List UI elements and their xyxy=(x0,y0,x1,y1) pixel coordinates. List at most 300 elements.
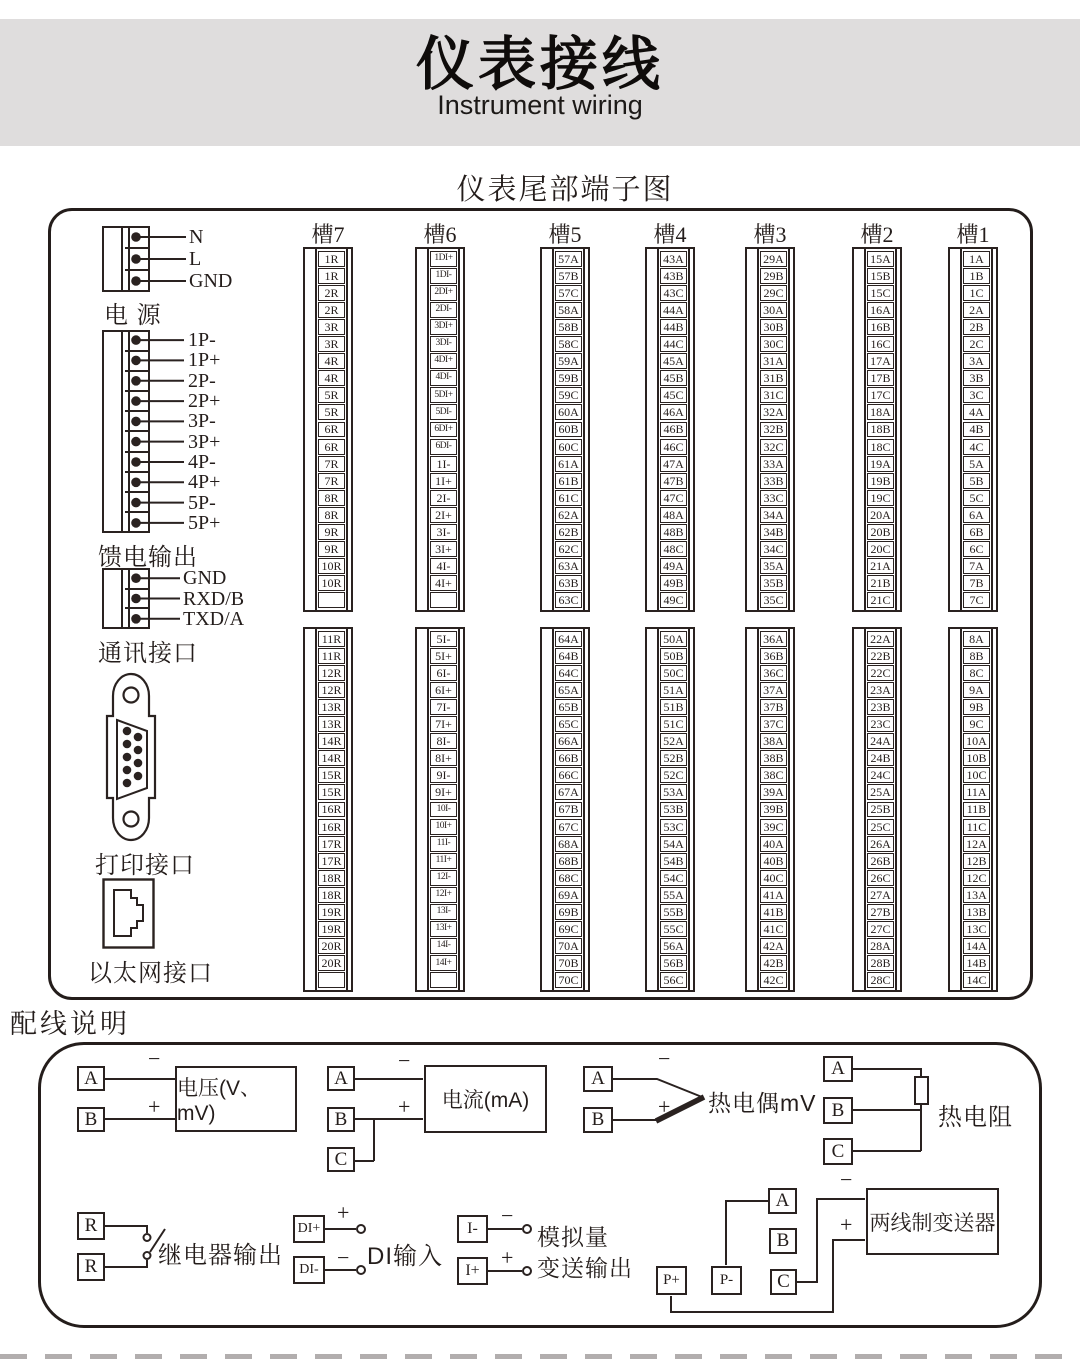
terminal-cell: 20B xyxy=(867,524,894,540)
terminal-block xyxy=(852,247,902,612)
terminal-block xyxy=(415,247,465,612)
terminal-cell: 32A xyxy=(760,404,787,420)
terminal-block xyxy=(645,627,695,992)
connector-cell xyxy=(125,590,148,610)
terminal-cell: 47A xyxy=(660,456,687,472)
terminal-cell: 53B xyxy=(660,802,687,818)
terminal-cells xyxy=(429,249,458,610)
terminal-cell: 26B xyxy=(867,853,894,869)
terminal-cell: 56A xyxy=(660,938,687,954)
terminal-cell: 66A xyxy=(555,733,582,749)
terminal-cell: 43A xyxy=(660,251,687,267)
terminal-cell: 2R xyxy=(318,285,345,301)
terminal-cell: 22C xyxy=(867,665,894,681)
terminal-cell: 5R xyxy=(318,404,345,420)
terminal-cell: 1DI+ xyxy=(430,251,457,267)
slot-label: 槽2 xyxy=(860,222,894,247)
power-connector xyxy=(102,226,150,292)
terminal-cell: 68A xyxy=(555,836,582,852)
terminal-cell: 12I+ xyxy=(430,887,457,903)
terminal-cell xyxy=(318,592,345,608)
terminal-cell: 20R xyxy=(318,938,345,954)
terminal-cell: 18C xyxy=(867,439,894,455)
terminal-p-minus: P- xyxy=(711,1266,742,1295)
terminal-p-plus: P+ xyxy=(656,1266,687,1295)
terminal-cell: 1DI- xyxy=(430,268,457,284)
terminal-cells xyxy=(659,629,688,990)
terminal-cell: 62C xyxy=(555,541,582,557)
terminal-cell: 1R xyxy=(318,251,345,267)
plus-sign: + xyxy=(148,1094,161,1119)
terminal-cell: 18A xyxy=(867,404,894,420)
terminal-cell: 66B xyxy=(555,750,582,766)
terminal-a: A xyxy=(823,1056,853,1082)
terminal-cell: 7R xyxy=(318,456,345,472)
terminal-block xyxy=(645,247,695,612)
terminal-cell: 2DI- xyxy=(430,302,457,318)
terminal-cell: 37A xyxy=(760,682,787,698)
connector-cell xyxy=(125,352,148,372)
terminal-cell: 4A xyxy=(963,404,990,420)
terminal-block-rail xyxy=(305,249,317,610)
terminal-cell: 10R xyxy=(318,558,345,574)
terminal-cell: 21B xyxy=(867,575,894,591)
terminal-cell: 34C xyxy=(760,541,787,557)
terminal-block-rail-right xyxy=(788,629,793,990)
slot-label: 槽1 xyxy=(956,222,990,247)
terminal-cell: 31C xyxy=(760,387,787,403)
terminal-block xyxy=(745,247,795,612)
terminal-cell: 68B xyxy=(555,853,582,869)
terminal-cell: 59A xyxy=(555,353,582,369)
terminal-diagram-title: 仪表尾部端子图 xyxy=(456,174,674,206)
pin-label: 3P- xyxy=(188,410,216,433)
terminal-cell: 2A xyxy=(963,302,990,318)
terminal-cell: 1B xyxy=(963,268,990,284)
terminal-cell: 54B xyxy=(660,853,687,869)
connector-cell xyxy=(125,228,148,249)
terminal-block-rail-right xyxy=(688,629,693,990)
terminal-cell: 51B xyxy=(660,699,687,715)
connector-cell xyxy=(125,453,148,473)
db9-printer-connector-icon xyxy=(100,668,164,844)
terminal-cell: 11B xyxy=(963,802,990,818)
terminal-cell: 50B xyxy=(660,648,687,664)
terminal-cell: 22A xyxy=(867,631,894,647)
terminal-b: B xyxy=(583,1107,613,1133)
terminal-cell: 16B xyxy=(867,319,894,335)
terminal-cell: 42B xyxy=(760,955,787,971)
terminal-cell: 3A xyxy=(963,353,990,369)
terminal-cell: 42C xyxy=(760,972,787,988)
terminal-cell: 23A xyxy=(867,682,894,698)
terminal-block-rail-right xyxy=(458,629,463,990)
minus-sign: − xyxy=(398,1048,411,1073)
terminal-cell: 8C xyxy=(963,665,990,681)
di-input-label: DI输入 xyxy=(367,1243,443,1270)
terminal-cell: 17B xyxy=(867,370,894,386)
terminal-b: B xyxy=(823,1097,853,1124)
terminal-b: B xyxy=(77,1107,105,1132)
terminal-a: A xyxy=(583,1066,613,1092)
pin-label: 5P- xyxy=(188,491,216,514)
terminal-cell: 48A xyxy=(660,507,687,523)
terminal-cell: 9R xyxy=(318,524,345,540)
terminal-cell: 2R xyxy=(318,302,345,318)
terminal-b: B xyxy=(769,1228,797,1254)
terminal-r1: R xyxy=(77,1212,105,1240)
terminal-block xyxy=(415,627,465,992)
terminal-cell: 47C xyxy=(660,490,687,506)
terminal-cell: 8A xyxy=(963,631,990,647)
terminal-cell: 2C xyxy=(963,336,990,352)
terminal-block-rail xyxy=(647,629,659,990)
pin-label: L xyxy=(189,248,202,270)
terminal-block xyxy=(303,627,353,992)
terminal-cell: 12R xyxy=(318,665,345,681)
terminal-cell: 7B xyxy=(963,575,990,591)
terminal-cell: 39B xyxy=(760,802,787,818)
terminal-cell: 65A xyxy=(555,682,582,698)
terminal-block-rail-right xyxy=(991,249,996,610)
analog-output-label-2: 变送输出 xyxy=(537,1255,633,1281)
terminal-cell: 24C xyxy=(867,767,894,783)
wiring-notes-title: 配线说明 xyxy=(10,1009,130,1039)
pin-label: GND xyxy=(183,567,227,590)
terminal-cell: 43B xyxy=(660,268,687,284)
terminal-cell: 56B xyxy=(660,955,687,971)
connector-cell xyxy=(125,332,148,352)
pin-label: 2P- xyxy=(188,369,216,392)
terminal-cell: 61B xyxy=(555,473,582,489)
terminal-cell: 5A xyxy=(963,456,990,472)
thermocouple-label: 热电偶mV xyxy=(708,1090,817,1116)
terminal-cell: 13B xyxy=(963,904,990,920)
plus-sign: + xyxy=(501,1245,514,1270)
terminal-cell: 64C xyxy=(555,665,582,681)
terminal-cell: 16C xyxy=(867,336,894,352)
terminal-cell xyxy=(430,592,457,608)
terminal-block-rail xyxy=(854,249,866,610)
pin-label: RXD/B xyxy=(183,587,245,610)
terminal-cell: 70C xyxy=(555,972,582,988)
terminal-cell: 54C xyxy=(660,870,687,886)
terminal-block-rail xyxy=(747,629,759,990)
terminal-cell: 28A xyxy=(867,938,894,954)
terminal-cell: 64A xyxy=(555,631,582,647)
terminal-cell: 4I+ xyxy=(430,575,457,591)
terminal-cell: 23C xyxy=(867,716,894,732)
terminal-cell: 1I+ xyxy=(430,473,457,489)
terminal-cell: 37B xyxy=(760,699,787,715)
terminal-cell: 61A xyxy=(555,456,582,472)
terminal-block-rail-right xyxy=(346,629,351,990)
terminal-cell: 3B xyxy=(963,370,990,386)
terminal-cell: 49B xyxy=(660,575,687,591)
plus-sign: + xyxy=(658,1094,671,1119)
terminal-cell: 31A xyxy=(760,353,787,369)
terminal-cell: 1R xyxy=(318,268,345,284)
terminal-cell: 19B xyxy=(867,473,894,489)
terminal-cell: 13R xyxy=(318,716,345,732)
terminal-cell: 49A xyxy=(660,558,687,574)
terminal-cell: 51A xyxy=(660,682,687,698)
terminal-cell: 37C xyxy=(760,716,787,732)
slot-label: 槽6 xyxy=(423,222,457,247)
page-title: 仪表接线 xyxy=(415,32,664,97)
terminal-block xyxy=(948,627,998,992)
terminal-cell: 44B xyxy=(660,319,687,335)
terminal-cell: 7I+ xyxy=(430,716,457,732)
terminal-cell: 38A xyxy=(760,733,787,749)
page-divider-dashed-line xyxy=(0,1354,1080,1359)
terminal-cell: 8I+ xyxy=(430,750,457,766)
connector-cell xyxy=(125,570,148,590)
terminal-cell: 35B xyxy=(760,575,787,591)
terminal-block-rail-right xyxy=(895,629,900,990)
terminal-cell: 60B xyxy=(555,422,582,438)
terminal-cell: 20R xyxy=(318,955,345,971)
terminal-cell: 52B xyxy=(660,750,687,766)
terminal-cell: 9I+ xyxy=(430,784,457,800)
terminal-block-rail-right xyxy=(895,249,900,610)
terminal-block xyxy=(303,247,353,612)
terminal-cell: 56C xyxy=(660,972,687,988)
terminal-cells xyxy=(317,629,346,990)
terminal-cell: 15R xyxy=(318,784,345,800)
terminal-cell: 10A xyxy=(963,733,990,749)
terminal-cell: 59C xyxy=(555,387,582,403)
terminal-cell: 26C xyxy=(867,870,894,886)
terminal-cell xyxy=(318,972,345,988)
terminal-cell: 6I+ xyxy=(430,682,457,698)
terminal-cell: 6R xyxy=(318,439,345,455)
terminal-cell: 33B xyxy=(760,473,787,489)
feed-connector xyxy=(102,330,150,533)
terminal-block-rail-right xyxy=(346,249,351,610)
connector-cell xyxy=(125,392,148,412)
terminal-cell: 69A xyxy=(555,887,582,903)
pin-label: 1P- xyxy=(188,329,216,352)
terminal-cell: 10C xyxy=(963,767,990,783)
terminal-cell: 14B xyxy=(963,955,990,971)
terminal-cells xyxy=(759,629,788,990)
terminal-cell: 30C xyxy=(760,336,787,352)
terminal-cell: 65C xyxy=(555,716,582,732)
terminal-cell: 15A xyxy=(867,251,894,267)
terminal-cell: 14R xyxy=(318,733,345,749)
rtd-label: 热电阻 xyxy=(938,1104,1013,1131)
terminal-a: A xyxy=(768,1188,797,1214)
terminal-block-rail-right xyxy=(458,249,463,610)
terminal-cell: 33A xyxy=(760,456,787,472)
terminal-cell: 45B xyxy=(660,370,687,386)
terminal-cell: 11A xyxy=(963,784,990,800)
terminal-cell: 26A xyxy=(867,836,894,852)
connector-cell xyxy=(125,493,148,513)
terminal-cell: 40C xyxy=(760,870,787,886)
terminal-cell: 36B xyxy=(760,648,787,664)
terminal-cell: 40A xyxy=(760,836,787,852)
terminal-cell: 21C xyxy=(867,592,894,608)
terminal-cell: 17R xyxy=(318,836,345,852)
terminal-cell: 13R xyxy=(318,699,345,715)
terminal-cell: 9I- xyxy=(430,767,457,783)
terminal-cell: 23B xyxy=(867,699,894,715)
terminal-cell: 30B xyxy=(760,319,787,335)
pin-label: N xyxy=(189,226,204,248)
terminal-cell: 16R xyxy=(318,819,345,835)
terminal-cell: 25A xyxy=(867,784,894,800)
ethernet-port-caption: 以太网接口 xyxy=(88,960,213,987)
pin-label: 3P+ xyxy=(188,430,221,453)
terminal-cell: 6C xyxy=(963,541,990,557)
terminal-cell: 11R xyxy=(318,631,345,647)
terminal-cell: 5B xyxy=(963,473,990,489)
terminal-cell: 66C xyxy=(555,767,582,783)
terminal-cell: 29A xyxy=(760,251,787,267)
connector-cell xyxy=(125,271,148,290)
terminal-cell: 54A xyxy=(660,836,687,852)
terminal-cell: 10I+ xyxy=(430,819,457,835)
terminal-cell: 10B xyxy=(963,750,990,766)
terminal-c: C xyxy=(327,1147,355,1172)
terminal-cell: 28C xyxy=(867,972,894,988)
terminal-cell: 45A xyxy=(660,353,687,369)
terminal-cell: 4B xyxy=(963,422,990,438)
terminal-cell: 38C xyxy=(760,767,787,783)
terminal-cell: 22B xyxy=(867,648,894,664)
terminal-cells xyxy=(317,249,346,610)
terminal-cell: 42A xyxy=(760,938,787,954)
terminal-a: A xyxy=(77,1066,105,1091)
slot-label: 槽4 xyxy=(653,222,687,247)
relay-output-label: 继电器输出 xyxy=(158,1242,283,1269)
terminal-cells xyxy=(962,629,991,990)
terminal-cell: 39A xyxy=(760,784,787,800)
terminal-cell: 12I- xyxy=(430,870,457,886)
terminal-cell: 31B xyxy=(760,370,787,386)
feed-caption: 馈电输出 xyxy=(98,544,198,571)
pin-label: 4P- xyxy=(188,450,216,473)
terminal-cell: 2DI+ xyxy=(430,285,457,301)
terminal-cells xyxy=(866,249,895,610)
terminal-cell: 3DI+ xyxy=(430,319,457,335)
terminal-cell: 4I- xyxy=(430,558,457,574)
terminal-cell: 4DI- xyxy=(430,370,457,386)
terminal-cell: 25B xyxy=(867,802,894,818)
terminal-cell: 14I- xyxy=(430,938,457,954)
terminal-block-rail xyxy=(417,249,429,610)
terminal-a: A xyxy=(327,1066,355,1091)
terminal-cell: 63A xyxy=(555,558,582,574)
terminal-cell: 60C xyxy=(555,439,582,455)
plus-sign: + xyxy=(840,1212,853,1237)
terminal-cell: 64B xyxy=(555,648,582,664)
terminal-cell: 7A xyxy=(963,558,990,574)
terminal-cell: 20A xyxy=(867,507,894,523)
terminal-cell: 46A xyxy=(660,404,687,420)
terminal-cell: 70B xyxy=(555,955,582,971)
terminal-cell: 34B xyxy=(760,524,787,540)
terminal-cell: 27A xyxy=(867,887,894,903)
terminal-cell: 6R xyxy=(318,422,345,438)
terminal-cell: 9A xyxy=(963,682,990,698)
terminal-block-rail xyxy=(747,249,759,610)
terminal-cell: 59B xyxy=(555,370,582,386)
terminal-block xyxy=(540,247,590,612)
terminal-cell: 2I- xyxy=(430,490,457,506)
terminal-block-rail xyxy=(647,249,659,610)
terminal-cells xyxy=(554,629,583,990)
terminal-cell: 55A xyxy=(660,887,687,903)
pin-label: 5P+ xyxy=(188,511,221,534)
terminal-cell: 65B xyxy=(555,699,582,715)
terminal-cell: 46C xyxy=(660,439,687,455)
terminal-cell: 41B xyxy=(760,904,787,920)
terminal-cell: 53C xyxy=(660,819,687,835)
terminal-cell: 14R xyxy=(318,750,345,766)
terminal-cell: 52C xyxy=(660,767,687,783)
terminal-di-plus: DI+ xyxy=(293,1215,325,1243)
terminal-cell: 17C xyxy=(867,387,894,403)
terminal-cell: 7R xyxy=(318,473,345,489)
terminal-block-rail xyxy=(305,629,317,990)
terminal-cell: 10R xyxy=(318,575,345,591)
terminal-cell: 67B xyxy=(555,802,582,818)
plus-sign: + xyxy=(398,1094,411,1119)
terminal-cell: 57B xyxy=(555,268,582,284)
printer-port-caption: 打印接口 xyxy=(95,852,195,879)
terminal-cell: 11C xyxy=(963,819,990,835)
terminal-cell: 4R xyxy=(318,353,345,369)
terminal-cell: 8I- xyxy=(430,733,457,749)
terminal-cell: 62A xyxy=(555,507,582,523)
terminal-cell: 36A xyxy=(760,631,787,647)
terminal-block-rail xyxy=(417,629,429,990)
comm-connector xyxy=(102,568,150,629)
terminal-cell: 39C xyxy=(760,819,787,835)
pin-label: GND xyxy=(189,270,233,292)
terminal-cell: 30A xyxy=(760,302,787,318)
terminal-cell: 18B xyxy=(867,422,894,438)
terminal-cell: 50A xyxy=(660,631,687,647)
terminal-cell: 13A xyxy=(963,887,990,903)
terminal-cell: 11I- xyxy=(430,836,457,852)
terminal-cell: 32C xyxy=(760,439,787,455)
terminal-cell: 6DI- xyxy=(430,439,457,455)
terminal-cell: 17A xyxy=(867,353,894,369)
terminal-c: C xyxy=(823,1138,853,1165)
terminal-cell: 43C xyxy=(660,285,687,301)
connector-cell xyxy=(125,412,148,432)
terminal-cell: 24A xyxy=(867,733,894,749)
terminal-cell: 4R xyxy=(318,370,345,386)
pin-label: 4P+ xyxy=(188,471,221,494)
slot-label: 槽3 xyxy=(753,222,787,247)
terminal-cell: 40B xyxy=(760,853,787,869)
terminal-cells xyxy=(429,629,458,990)
terminal-cell: 13I+ xyxy=(430,921,457,937)
terminal-cell: 62B xyxy=(555,524,582,540)
terminal-cell: 10I- xyxy=(430,802,457,818)
terminal-cell: 5I+ xyxy=(430,648,457,664)
terminal-di-minus: DI- xyxy=(293,1256,325,1284)
slot-label: 槽7 xyxy=(311,222,345,247)
minus-sign: − xyxy=(337,1245,350,1270)
terminal-cell: 50C xyxy=(660,665,687,681)
terminal-cell: 8R xyxy=(318,490,345,506)
